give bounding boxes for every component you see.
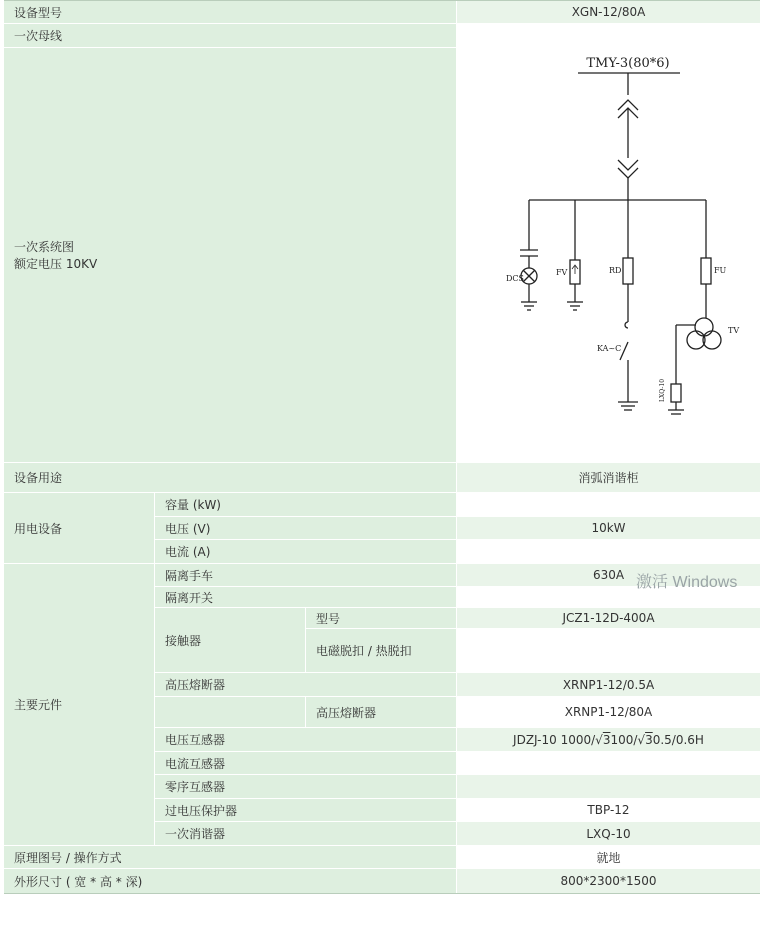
voltage-value: 10kW bbox=[457, 517, 760, 539]
busbar-value bbox=[457, 24, 760, 47]
vt-label: 电压互感器 bbox=[155, 728, 456, 751]
contactor-model-value: JCZ1-12D-400A bbox=[457, 608, 760, 628]
activate-windows-watermark: 激活 Windows bbox=[636, 574, 738, 591]
usage-value: 消弧消谐柜 bbox=[457, 463, 760, 492]
usage-label: 设备用途 bbox=[4, 463, 456, 492]
capacity-label: 容量 (kW) bbox=[155, 493, 456, 516]
ka-label: KA~C bbox=[597, 344, 622, 353]
voltage-label: 电压 (V) bbox=[155, 517, 456, 539]
power-equipment-label: 用电设备 bbox=[4, 493, 154, 563]
schematic-label: 原理图号 / 操作方式 bbox=[4, 846, 456, 868]
dimensions-value: 800*2300*1500 bbox=[457, 869, 760, 893]
vt-value: JDZJ-10 1000/ √ 3 100/ √ 3 0.5/0.6H bbox=[457, 728, 760, 751]
tv-label: TV bbox=[728, 326, 740, 335]
capacity-value bbox=[457, 493, 760, 516]
contactor-label: 接触器 bbox=[155, 608, 305, 672]
harmonic-label: 一次消谐器 bbox=[155, 822, 456, 845]
grid-line bbox=[4, 0, 760, 1]
model-label: 设备型号 bbox=[4, 1, 456, 23]
sqrt-icon: √ bbox=[595, 732, 603, 747]
isolation-switch-label: 隔离开关 bbox=[155, 587, 456, 607]
fv-label: FV bbox=[556, 268, 568, 277]
hv-fuse-sub-label: 高压熔断器 bbox=[306, 697, 456, 727]
zero-ct-value bbox=[457, 775, 760, 798]
model-value: XGN-12/80A bbox=[457, 1, 760, 23]
ct-value bbox=[457, 752, 760, 774]
current-value bbox=[457, 540, 760, 563]
busbar-label: 一次母线 bbox=[4, 24, 456, 47]
hv-fuse-label: 高压熔断器 bbox=[155, 673, 456, 696]
dimensions-label: 外形尺寸 ( 宽 * 高 * 深) bbox=[4, 869, 456, 893]
grid-line bbox=[4, 893, 760, 894]
isolation-cart-value: 630A bbox=[457, 564, 760, 586]
hv-fuse-value: XRNP1-12/0.5A bbox=[457, 673, 760, 696]
contactor-trip-label: 电磁脱扣 / 热脱扣 bbox=[306, 629, 456, 672]
single-line-diagram bbox=[457, 48, 760, 462]
schematic-value: 就地 bbox=[457, 846, 760, 868]
zero-ct-label: 零序互感器 bbox=[155, 775, 456, 798]
fu-label: FU bbox=[714, 266, 727, 275]
sqrt-icon: √ bbox=[637, 732, 646, 747]
hv-fuse-sub-blank bbox=[155, 697, 305, 727]
isolation-cart-label: 隔离手车 bbox=[155, 564, 456, 586]
lxq-label: LXQ-10 bbox=[659, 378, 666, 402]
system-diagram-label: 一次系统图 额定电压 10KV bbox=[4, 48, 456, 462]
busbar-label-text: TMY-3(80*6) bbox=[586, 56, 670, 71]
main-components-label: 主要元件 bbox=[4, 564, 154, 845]
rd-label: RD bbox=[609, 266, 622, 275]
contactor-model-label: 型号 bbox=[306, 608, 456, 628]
current-label: 电流 (A) bbox=[155, 540, 456, 563]
ct-label: 电流互感器 bbox=[155, 752, 456, 774]
hv-fuse-sub-value: XRNP1-12/80A bbox=[457, 697, 760, 727]
dcs-label: DCS bbox=[506, 274, 525, 283]
contactor-trip-value bbox=[457, 629, 760, 672]
ovp-label: 过电压保护器 bbox=[155, 799, 456, 821]
ovp-value: TBP-12 bbox=[457, 799, 760, 821]
harmonic-value: LXQ-10 bbox=[457, 822, 760, 845]
